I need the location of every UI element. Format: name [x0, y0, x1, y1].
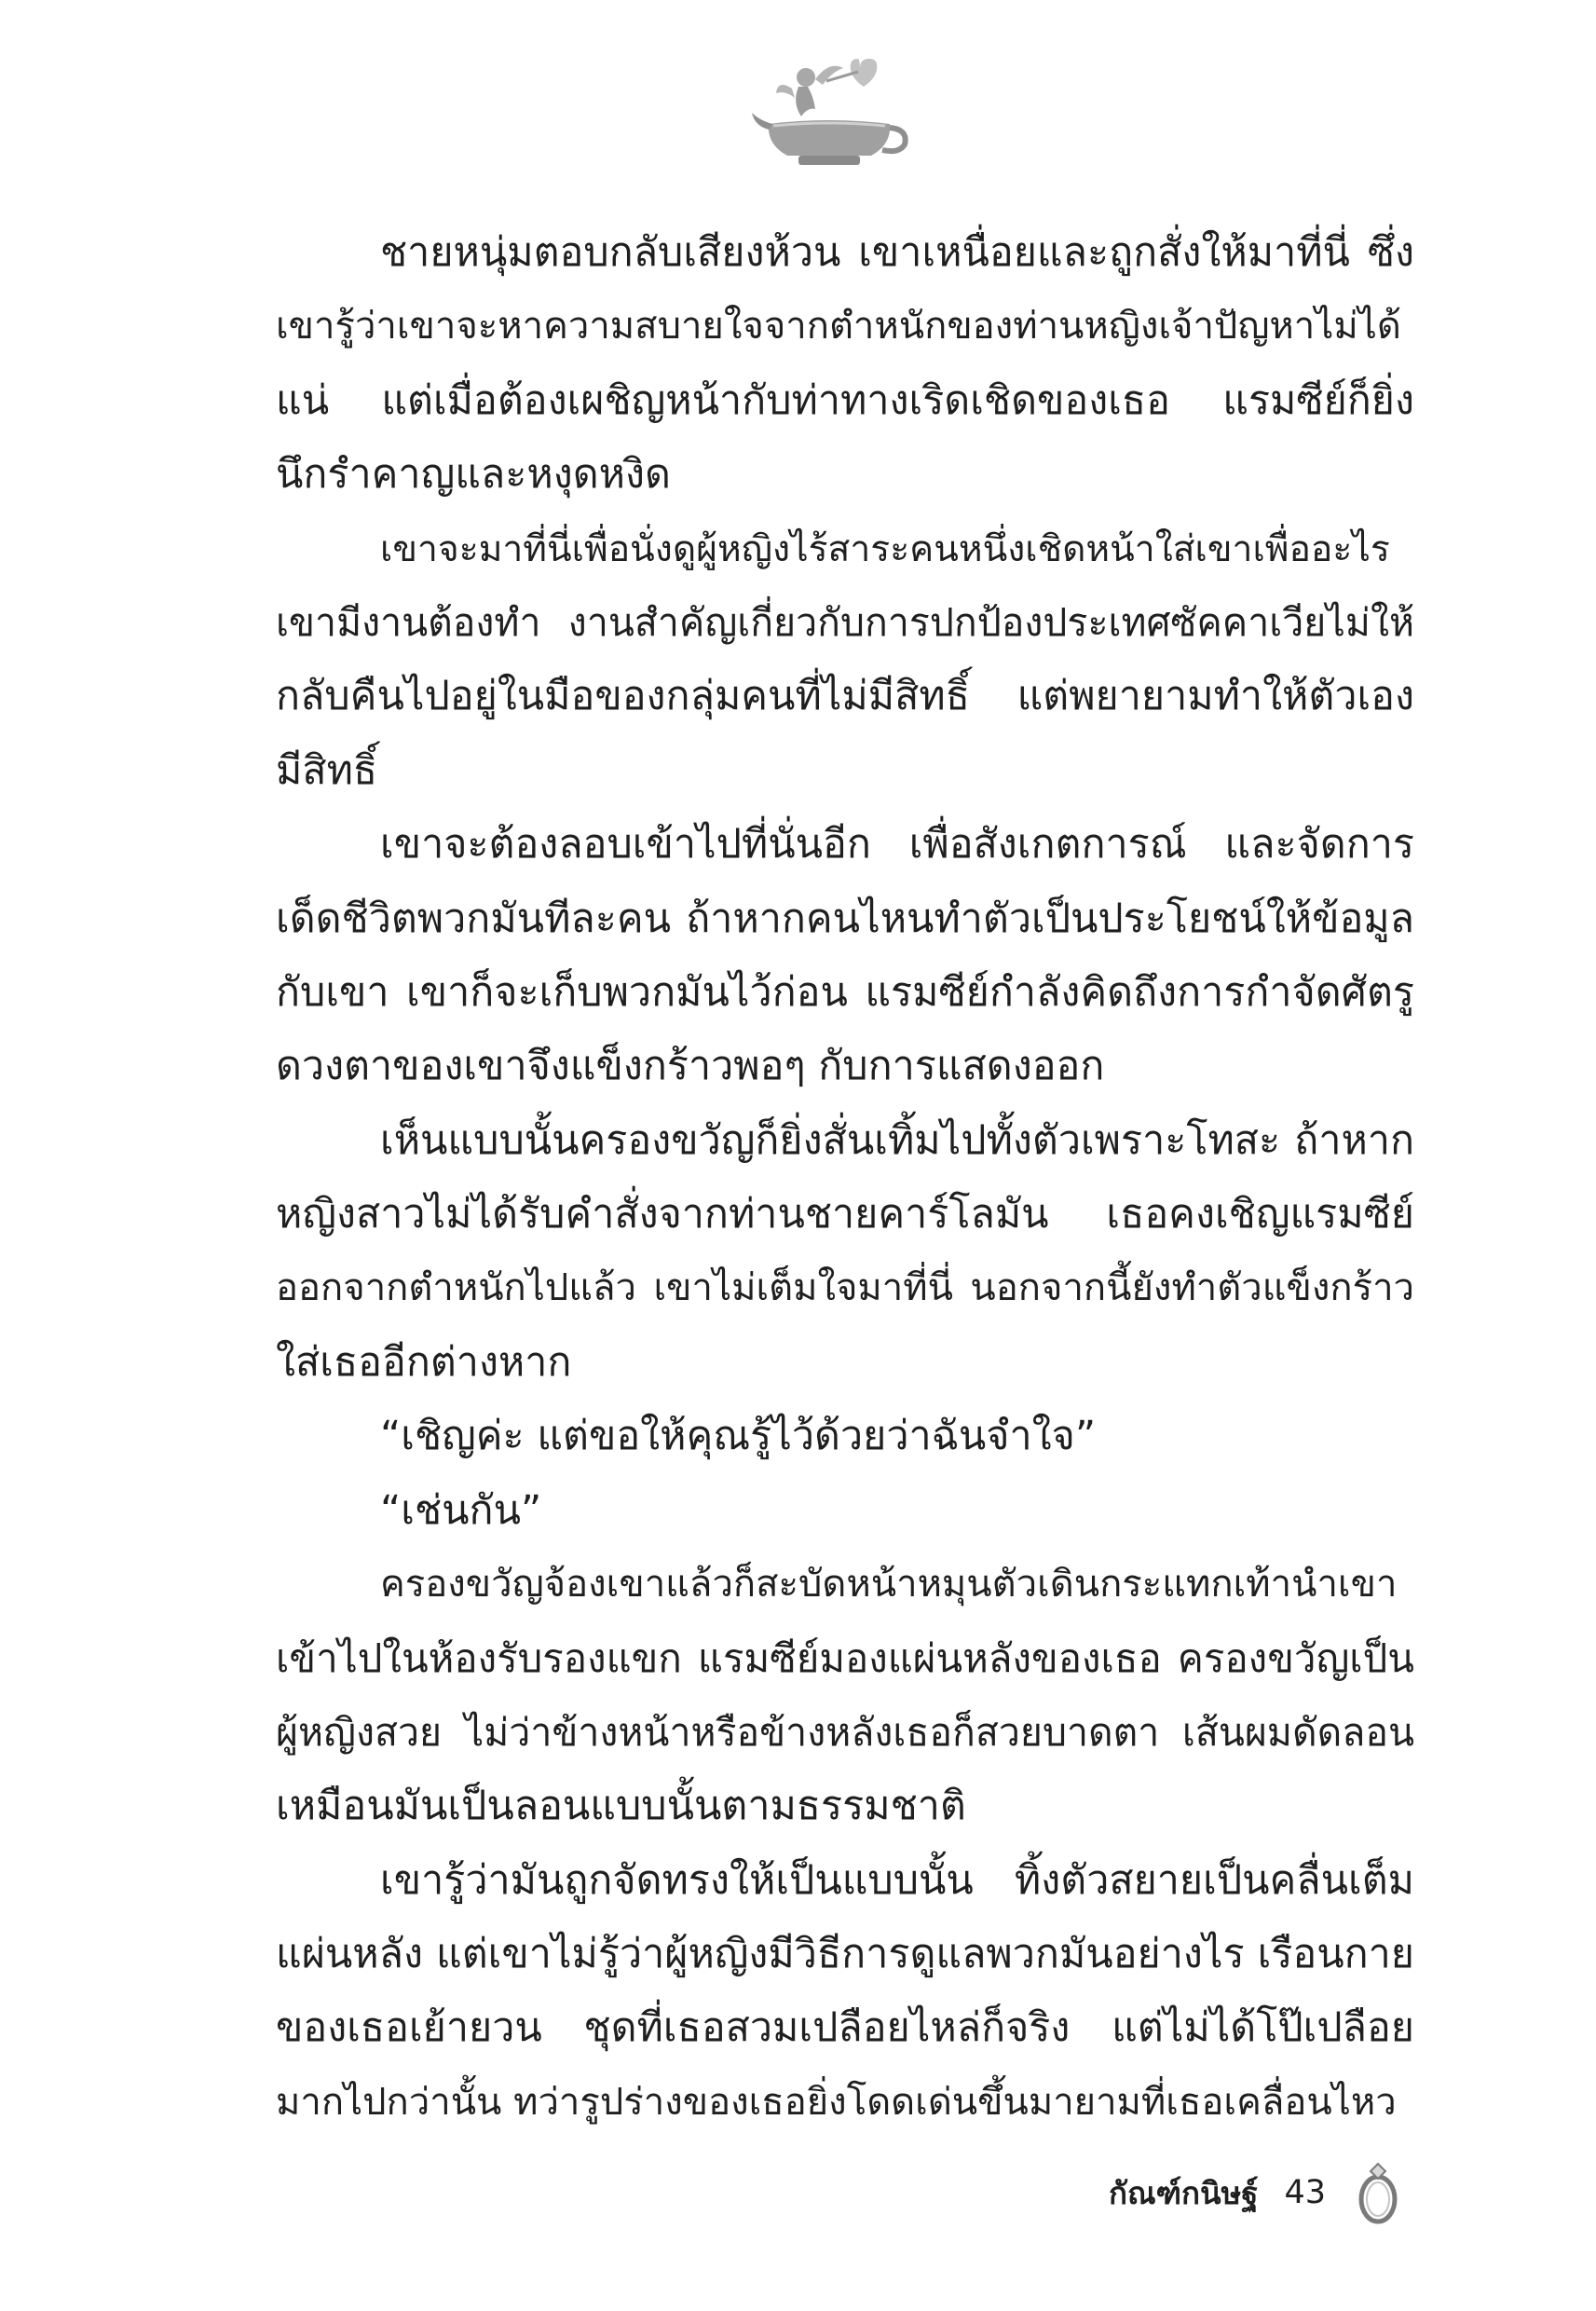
text-line: เขาจะต้องลอบเข้าไปที่นั่นอีก เพื่อสังเกตการณ์ และจัดการ — [380, 821, 1414, 868]
text-line: นึกรำคาญและหงุดหงิด — [276, 451, 671, 499]
text-line: เห็นแบบนั้นครองขวัญก็ยิ่งสั่นเทิ้มไปทั้งตัวเพราะโทสะ ถ้าหาก — [380, 1116, 1414, 1164]
text-line: แน่ แต่เมื่อต้องเผชิญหน้ากับท่าทางเริดเชิดของเธอ แรมซีย์ก็ยิ่ง — [276, 376, 1414, 424]
text-line: ชายหนุ่มตอบกลับเสียงห้วน เขาเหนื่อยและถูกสั่งให้มาที่นี่ ซึ่ง — [380, 229, 1414, 276]
text-line: ออกจากตำหนักไปแล้ว เขาไม่เต็มใจมาที่นี่ นอกจากนี้ยังทำตัวแข็งกร้าว — [276, 1266, 1414, 1310]
text-line: กับเขา เขาก็จะเก็บพวกมันไว้ก่อน แรมซีย์กำลังคิดถึงการกำจัดศัตรู — [276, 968, 1414, 1016]
text-line: “เช่นกัน” — [380, 1486, 542, 1534]
text-line: เหมือนมันเป็นลอนแบบนั้นตามธรรมชาติ — [276, 1783, 966, 1830]
teapot-ornament-icon — [750, 51, 908, 177]
text-line: แผ่นหลัง แต่เขาไม่รู้ว่าผู้หญิงมีวิธีการดูแลพวกมันอย่างไร เรือนกาย — [276, 1930, 1414, 1977]
text-line: เขามีงานต้องทำ งานสำคัญเกี่ยวกับการปกป้องประเทศซัคคาเวียไม่ให้ — [276, 599, 1414, 645]
text-line: เด็ดชีวิตพวกมันทีละคน ถ้าหากคนไหนทำตัวเป็นประโยชน์ให้ข้อมูล — [276, 895, 1414, 942]
text-line: ใส่เธออีกต่างหาก — [276, 1338, 572, 1386]
text-line: เขาจะมาที่นี่เพื่อนั่งดูผู้หญิงไร้สาระคนหนึ่งเชิดหน้าใส่เขาเพื่ออะไร — [380, 527, 1390, 570]
ring-icon — [1350, 2160, 1406, 2225]
text-line: เข้าไปในห้องรับรองแขก แรมซีย์มองแผ่นหลังของเธอ ครองขวัญเป็น — [276, 1635, 1414, 1682]
text-line: ผู้หญิงสวย ไม่ว่าข้างหน้าหรือข้างหลังเธอก็สวยบาดตา เส้นผมดัดลอน — [276, 1709, 1414, 1755]
page-number: 43 — [1284, 2174, 1327, 2211]
text-line: ของเธอเย้ายวน ชุดที่เธอสวมเปลือยไหล่ก็จริง แต่ไม่ได้โป๊เปลือย — [276, 2004, 1414, 2052]
text-line: “เชิญค่ะ แต่ขอให้คุณรู้ไว้ด้วยว่าฉันจำใจ” — [380, 1413, 1097, 1460]
page-footer — [1109, 2160, 1406, 2225]
text-line: ครองขวัญจ้องเขาแล้วก็สะบัดหน้าหมุนตัวเดินกระแทกเท้านำเขา — [380, 1563, 1398, 1607]
text-line: เขารู้ว่าเขาจะหาความสบายใจจากตำหนักของท่านหญิงเจ้าปัญหาไม่ได้ — [276, 305, 1401, 349]
book-title: กัณฑ์กนิษฐ์ — [1109, 2174, 1259, 2211]
text-line: มีสิทธิ์ — [276, 746, 378, 794]
text-line: กลับคืนไปอยู่ในมือของกลุ่มคนที่ไม่มีสิทธิ์ แต่พยายามทำให้ตัวเอง — [276, 673, 1414, 720]
text-line: หญิงสาวไม่ได้รับคำสั่งจากท่านชายคาร์โลมัน เธอคงเชิญแรมซีย์ — [276, 1191, 1414, 1238]
body-text — [276, 216, 1414, 2140]
text-line: เขารู้ว่ามันถูกจัดทรงให้เป็นแบบนั้น ทิ้งตัวสยายเป็นคลื่นเต็ม — [380, 1856, 1414, 1904]
text-line: มากไปกว่านั้น ทว่ารูปร่างของเธอยิ่งโดดเด่นขึ้นมายามที่เธอเคลื่อนไหว — [276, 2080, 1397, 2124]
text-line: ดวงตาของเขาจึงแข็งกร้าวพอๆ กับการแสดงออก — [276, 1043, 1105, 1090]
